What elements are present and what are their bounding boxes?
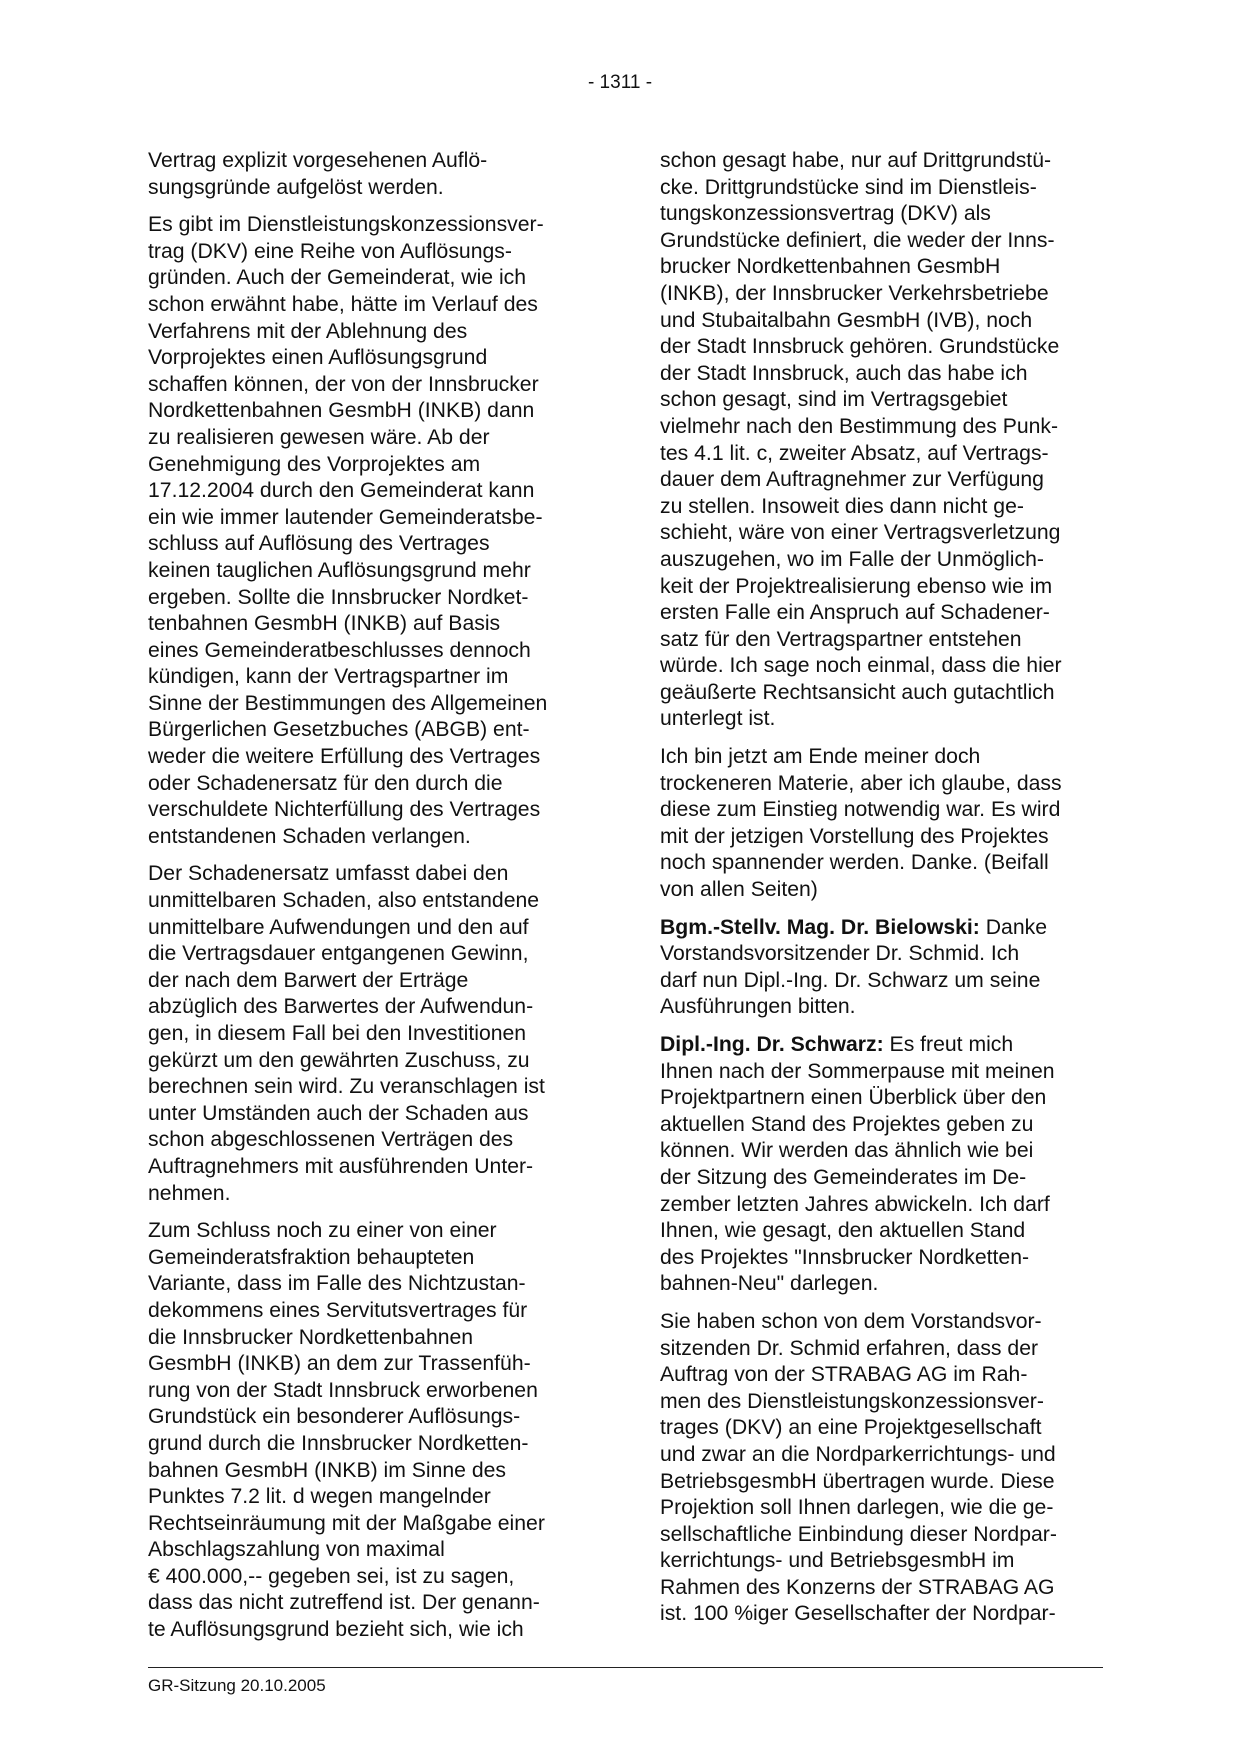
text-line: Auftragnehmers mit ausführenden Unter- <box>148 1154 534 1178</box>
text-line: schon gesagt, sind im Vertragsgebiet <box>660 388 1008 412</box>
left-column <box>148 148 593 1655</box>
speaker-text: Es freut mich <box>883 1033 1014 1056</box>
text-line: keit der Projektrealisierung ebenso wie im <box>660 574 1053 598</box>
text-line: Verfahrens mit der Ablehnung des <box>148 319 468 343</box>
text-line: Punktes 7.2 lit. d wegen mangelnder <box>148 1485 491 1509</box>
text-line: keinen tauglichen Auflösungsgrund mehr <box>148 558 531 582</box>
text-line: sungsgründe aufgelöst werden. <box>148 175 444 199</box>
text-line: bahnen-Neu" darlegen. <box>660 1272 879 1296</box>
right-column <box>660 148 1105 1639</box>
text-line: gründen. Auch der Gemeinderat, wie ich <box>148 266 527 290</box>
text-line: zember letzten Jahres abwickeln. Ich darf <box>660 1192 1050 1216</box>
text-line: Auftrag von der STRABAG AG im Rah- <box>660 1363 1028 1387</box>
text-line: satz für den Vertragspartner entstehen <box>660 627 1022 651</box>
paragraph <box>148 212 593 850</box>
text-line: vielmehr nach den Bestimmung des Punk- <box>660 414 1059 438</box>
text-line: gen, in diesem Fall bei den Investitionen <box>148 1022 527 1045</box>
text-line: darf nun Dipl.-Ing. Dr. Schwarz um seine <box>660 968 1041 992</box>
text-line: ersten Falle ein Anspruch auf Schadener- <box>660 601 1050 625</box>
text-line: € 400.000,-- gegeben sei, ist zu sagen, <box>148 1564 515 1588</box>
text-line: Ihnen nach der Sommerpause mit meinen <box>660 1059 1055 1083</box>
text-line: unterlegt ist. <box>660 707 776 731</box>
text-line: tenbahnen GesmbH (INKB) auf Basis <box>148 612 501 636</box>
paragraph <box>148 1218 593 1644</box>
text-line: grund durch die Innsbrucker Nordketten- <box>148 1431 529 1455</box>
text-line: der Sitzung des Gemeinderates im De- <box>660 1165 1027 1189</box>
text-line: Nordkettenbahnen GesmbH (INKB) dann <box>148 399 535 423</box>
text-line: bahnen GesmbH (INKB) im Sinne des <box>148 1458 506 1482</box>
speaker-paragraph <box>660 915 1105 1021</box>
text-line: entstandenen Schaden verlangen. <box>148 824 471 848</box>
text-line: Vertrag explizit vorgesehenen Auflö- <box>148 149 488 172</box>
text-line: Gemeinderatsfraktion behaupteten <box>148 1245 475 1269</box>
text-line: zu stellen. Insoweit dies dann nicht ge- <box>660 494 1024 518</box>
text-line: schieht, wäre von einer Vertragsverletzung <box>660 521 1061 545</box>
text-line: BetriebsgesmbH übertragen wurde. Diese <box>660 1469 1055 1493</box>
text-line: geäußerte Rechtsansicht auch gutachtlich <box>660 680 1055 704</box>
text-line: schaffen können, der von der Innsbrucker <box>148 372 539 396</box>
text-line: schon erwähnt habe, hätte im Verlauf des <box>148 292 538 316</box>
text-line: auszugehen, wo im Falle der Unmöglich- <box>660 547 1044 571</box>
text-line: mit der jetzigen Vorstellung des Projektes <box>660 824 1049 848</box>
text-line: Grundstück ein besonderer Auflösungs- <box>148 1405 521 1429</box>
text-line: Vorprojektes einen Auflösungsgrund <box>148 346 488 370</box>
text-line: Vorstandsvorsitzender Dr. Schmid. Ich <box>660 942 1020 966</box>
text-line: ein wie immer lautender Gemeinderatsbe- <box>148 505 543 529</box>
text-line: die Innsbrucker Nordkettenbahnen <box>148 1325 474 1349</box>
text-line: verschuldete Nichterfüllung des Vertrages <box>148 798 541 822</box>
text-line: Variante, dass im Falle des Nichtzustan- <box>148 1272 526 1296</box>
text-line: weder die weitere Erfüllung des Vertrages <box>148 745 541 769</box>
speaker-text: Danke <box>979 915 1047 939</box>
text-line: der nach dem Barwert der Erträge <box>148 968 469 992</box>
text-line: des Projektes "Innsbrucker Nordketten- <box>660 1245 1030 1269</box>
text-line: dass das nicht zutreffend ist. Der genann- <box>148 1591 540 1615</box>
text-line: Projektion soll Ihnen darlegen, wie die ge- <box>660 1496 1054 1520</box>
text-line: Sie haben schon von dem Vorstandsvor- <box>660 1309 1042 1333</box>
text-line: trages (DKV) an eine Projektgesellschaft <box>660 1416 1042 1440</box>
paragraph <box>660 744 1105 904</box>
text-line: dekommens eines Servitutsvertrages für <box>148 1298 528 1322</box>
text-line: schluss auf Auflösung des Vertrages <box>148 532 490 556</box>
text-line: ist. 100 %iger Gesellschafter der Nordpar- <box>660 1602 1056 1626</box>
text-line: noch spannender werden. Danke. (Beifall <box>660 851 1049 875</box>
text-line: und Stubaitalbahn GesmbH (IVB), noch <box>660 308 1033 332</box>
text-line: Grundstücke definiert, die weder der Inns- <box>660 228 1055 252</box>
text-line: gekürzt um den gewährten Zuschuss, zu <box>148 1048 530 1072</box>
text-line: würde. Ich sage noch einmal, dass die hier <box>660 654 1062 678</box>
text-line: Rechtseinräumung mit der Maßgabe einer <box>148 1511 545 1535</box>
text-line: Bürgerlichen Gesetzbuches (ABGB) ent- <box>148 718 530 742</box>
text-line: ergeben. Sollte die Innsbrucker Nordket- <box>148 585 529 609</box>
text-line: Der Schadenersatz umfasst dabei den <box>148 862 509 886</box>
text-line: von allen Seiten) <box>660 878 818 902</box>
text-line: trockeneren Materie, aber ich glaube, dass <box>660 771 1062 795</box>
text-line: Genehmigung des Vorprojektes am <box>148 452 481 476</box>
text-line: Zum Schluss noch zu einer von einer <box>148 1219 497 1243</box>
text-line: dauer dem Auftragnehmer zur Verfügung <box>660 468 1044 492</box>
text-line: aktuellen Stand des Projektes geben zu <box>660 1112 1034 1136</box>
speaker-paragraph <box>660 1032 1105 1298</box>
text-line: können. Wir werden das ähnlich wie bei <box>660 1139 1034 1163</box>
text-line: tes 4.1 lit. c, zweiter Absatz, auf Vertrags- <box>660 441 1049 465</box>
text-line: eines Gemeinderatbeschlusses dennoch <box>148 638 531 662</box>
text-line: 17.12.2004 durch den Gemeinderat kann <box>148 479 535 503</box>
text-line: zu realisieren gewesen wäre. Ab der <box>148 425 490 449</box>
text-line: GesmbH (INKB) an dem zur Trassenfüh- <box>148 1352 531 1376</box>
paragraph <box>660 1309 1105 1628</box>
text-line: Es gibt im Dienstleistungskonzessionsver- <box>148 213 544 237</box>
text-line: Ihnen, wie gesagt, den aktuellen Stand <box>660 1219 1026 1243</box>
text-line: kündigen, kann der Vertragspartner im <box>148 665 509 689</box>
text-line: Projektpartnern einen Überblick über den <box>660 1086 1047 1110</box>
text-line: te Auflösungsgrund bezieht sich, wie ich <box>148 1618 524 1642</box>
footer-divider <box>148 1667 1103 1668</box>
text-line: und zwar an die Nordparkerrichtungs- und <box>660 1442 1056 1466</box>
speaker-name: Dipl.-Ing. Dr. Schwarz: <box>660 1033 884 1056</box>
text-line: (INKB), der Innsbrucker Verkehrsbetriebe <box>660 281 1049 305</box>
text-line: unmittelbare Aufwendungen und den auf <box>148 915 529 939</box>
text-line: rung von der Stadt Innsbruck erworbenen <box>148 1378 538 1402</box>
text-line: trag (DKV) eine Reihe von Auflösungs- <box>148 239 512 263</box>
text-line: brucker Nordkettenbahnen GesmbH <box>660 255 1001 279</box>
page-number: - 1311 - <box>587 72 653 93</box>
paragraph <box>660 148 1105 733</box>
speaker-name: Bgm.-Stellv. Mag. Dr. Bielowski: <box>660 915 980 939</box>
text-line: Sinne der Bestimmungen des Allgemeinen <box>148 691 548 715</box>
text-line: die Vertragsdauer entgangenen Gewinn, <box>148 942 529 966</box>
text-line: der Stadt Innsbruck, auch das habe ich <box>660 361 1028 385</box>
paragraph <box>148 148 593 201</box>
text-line: berechnen sein wird. Zu veranschlagen ist <box>148 1075 545 1099</box>
text-line: diese zum Einstieg notwendig war. Es wird <box>660 798 1061 822</box>
text-line: tungskonzessionsvertrag (DKV) als <box>660 202 991 226</box>
text-line: unmittelbaren Schaden, also entstandene <box>148 889 540 913</box>
text-line: Ich bin jetzt am Ende meiner doch <box>660 745 981 769</box>
text-line: nehmen. <box>148 1181 231 1205</box>
text-line: sitzenden Dr. Schmid erfahren, dass der <box>660 1336 1039 1360</box>
text-line: sellschaftliche Einbindung dieser Nordpar- <box>660 1522 1057 1546</box>
text-line: schon gesagt habe, nur auf Drittgrundstü- <box>660 149 1052 172</box>
text-line: cke. Drittgrundstücke sind im Dienstleis- <box>660 175 1037 199</box>
text-line: Ausführungen bitten. <box>660 995 856 1019</box>
text-line: Rahmen des Konzerns der STRABAG AG <box>660 1575 1055 1599</box>
text-line: Abschlagszahlung von maximal <box>148 1538 445 1562</box>
text-line: men des Dienstleistungskonzessionsver- <box>660 1389 1044 1413</box>
text-line: kerrichtungs- und BetriebsgesmbH im <box>660 1549 1015 1573</box>
paragraph <box>148 861 593 1207</box>
footer-text: GR-Sitzung 20.10.2005 <box>148 1676 326 1695</box>
text-line: oder Schadenersatz für den durch die <box>148 771 503 795</box>
text-line: schon abgeschlossenen Verträgen des <box>148 1128 514 1152</box>
text-line: abzüglich des Barwertes der Aufwendun- <box>148 995 534 1019</box>
text-line: der Stadt Innsbruck gehören. Grundstücke <box>660 335 1060 359</box>
text-line: unter Umständen auch der Schaden aus <box>148 1101 529 1125</box>
